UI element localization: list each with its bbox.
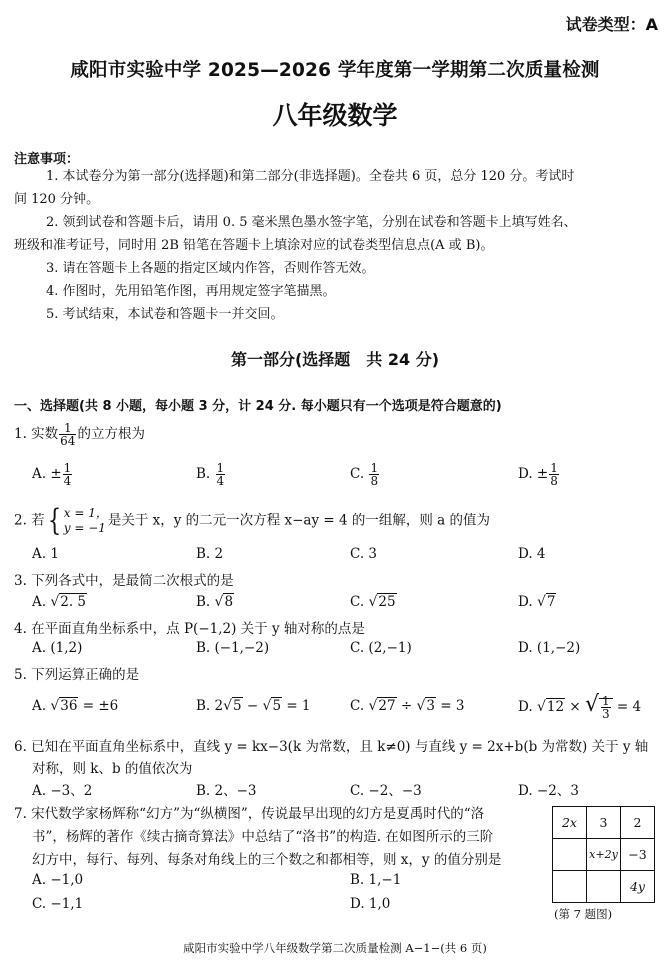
question-5-stem: 5. 下列运算正确的是 — [14, 667, 140, 683]
question-1-option-c[interactable]: C. $\frac{1}{8}$ — [350, 461, 379, 488]
note-item-1: 1. 本试卷分为第一部分(选择题)和第二部分(非选择题)。全卷共 6 页，总分 120 分。考试时 — [46, 169, 575, 184]
question-6-stem-line1: 6. 已知在平面直角坐标系中，直线 y = kx−3(k 为常数，且 k≠0) 与直线 y = 2x+b(b 为常数) 关于 y 轴 — [14, 739, 649, 755]
grid-cell: −3 — [621, 839, 655, 871]
brace-symbol: { — [47, 503, 61, 538]
note-item-2-cont: 班级和准考证号，同时用 2B 铅笔在答题卡上填涂对应的试卷类型信息点(A 或 B)。 — [14, 238, 494, 253]
question-1-option-d[interactable]: D. ± $\frac{1}{8}$ — [518, 461, 558, 488]
fraction: $\frac{1}{64}$ — [60, 421, 76, 448]
part1-title: 第一部分(选择题 共 24 分) — [230, 350, 440, 369]
question-6-option-c[interactable]: C. −2、−3 — [350, 783, 422, 799]
note-item-1-cont: 间 120 分钟。 — [14, 192, 100, 207]
subject-title: 八年级数学 — [272, 101, 398, 130]
question-4-stem: 4. 在平面直角坐标系中，点 P(−1,2) 关于 y 轴对称的点是 — [14, 621, 365, 637]
question-3-stem: 3. 下列各式中，是最简二次根式的是 — [14, 573, 234, 589]
question-3-option-a[interactable]: A. √2. 5 — [32, 594, 87, 610]
question-3-option-c[interactable]: C. √25 — [350, 594, 396, 610]
question-7-option-a[interactable]: A. −1,0 — [32, 872, 84, 888]
question-2-option-a[interactable]: A. 1 — [32, 546, 59, 562]
magic-square-grid — [552, 806, 655, 903]
exam-title: 咸阳市实验中学 2025—2026 学年度第一学期第二次质量检测 — [70, 60, 600, 81]
question-6-stem-line2: 对称，则 k、b 的值依次为 — [32, 761, 193, 777]
question-4-option-a[interactable]: A. (1,2) — [32, 640, 83, 656]
question-2-option-b[interactable]: B. 2 — [196, 546, 224, 562]
question-1-stem: 1. 实数 $\frac{1}{64}$ 的立方根为 — [14, 421, 145, 448]
question-7-option-d[interactable]: D. 1,0 — [350, 896, 391, 912]
question-5-option-c[interactable]: C. √27 ÷ √3 = 3 — [350, 698, 465, 714]
question-5-option-a[interactable]: A. √36 = ±6 — [32, 698, 119, 714]
page-footer: 咸阳市实验中学八年级数学第二次质量检测 A−1−(共 6 页) — [183, 941, 487, 955]
question-1-option-b[interactable]: B. $\frac{1}{4}$ — [196, 461, 225, 488]
grid-cell: 4y — [621, 871, 655, 903]
question-7-stem-line3: 幻方中，每行、每列、每条对角线上的三个数之和都相等，则 x，y 的值分别是 — [32, 852, 502, 868]
question-2-option-c[interactable]: C. 3 — [350, 546, 378, 562]
grid-cell — [587, 871, 621, 903]
question-2-option-d[interactable]: D. 4 — [518, 546, 546, 562]
question-6-option-d[interactable]: D. −2、3 — [518, 783, 579, 799]
question-4-option-d[interactable]: D. (1,−2) — [518, 640, 581, 656]
question-6-option-b[interactable]: B. 2、−3 — [196, 783, 257, 799]
question-6-option-a[interactable]: A. −3、2 — [32, 783, 93, 799]
question-5-option-d[interactable]: D. √12 × √ $\frac{1}{3}$ = 4 — [518, 692, 642, 721]
question-1-option-a[interactable]: A. ± $\frac{1}{4}$ — [32, 461, 72, 488]
grid-cell — [553, 839, 587, 871]
question-7-option-b[interactable]: B. 1,−1 — [350, 872, 402, 888]
grid-cell: 2 — [621, 807, 655, 839]
question-5-option-b[interactable]: B. 2√5 − √5 = 1 — [196, 698, 311, 714]
grid-cell — [553, 871, 587, 903]
question-3-option-d[interactable]: D. √7 — [518, 594, 556, 610]
equation-system: x = 1， y = −1 — [63, 506, 108, 535]
question-4-option-b[interactable]: B. (−1,−2) — [196, 640, 270, 656]
question-4-option-c[interactable]: C. (2,−1) — [350, 640, 412, 656]
paper-type-label: 试卷类型：A — [565, 15, 658, 34]
question-3-option-b[interactable]: B. √8 — [196, 594, 234, 610]
question-7-option-c[interactable]: C. −1,1 — [32, 896, 84, 912]
note-item-2: 2. 领到试卷和答题卡后，请用 0. 5 毫米黑色墨水签字笔，分别在试卷和答题卡上填写姓名、 — [46, 215, 577, 230]
grid-cell: 3 — [587, 807, 621, 839]
question-2-stem: 2. 若{ x = 1， y = −1 是关于 x，y 的二元一次方程 x−ay = 4 的一组解，则 a 的值为 — [14, 503, 490, 538]
section-heading: 一、选择题(共 8 小题，每小题 3 分，计 24 分. 每小题只有一个选项是符合题意的) — [14, 399, 502, 414]
note-item-3: 3. 请在答题卡上各题的指定区域内作答，否则作答无效。 — [46, 261, 375, 276]
question-7-stem-line2: 书”，杨辉的著作《续古摘奇算法》中总结了“洛书”的构造. 在如图所示的三阶 — [32, 829, 494, 845]
question-7-stem-line1: 7. 宋代数学家杨辉称“幻方”为“纵横图”，传说最早出现的幻方是夏禹时代的“洛 — [14, 806, 485, 822]
grid-cell: 2x — [553, 807, 587, 839]
grid-cell: x+2y — [587, 839, 621, 871]
note-item-5: 5. 考试结束，本试卷和答题卡一并交回。 — [46, 307, 284, 322]
note-item-4: 4. 作图时，先用铅笔作图，再用规定签字笔描黑。 — [46, 284, 336, 299]
notes-heading: 注意事项： — [14, 152, 80, 167]
figure-caption: (第 7 题图) — [554, 907, 613, 921]
